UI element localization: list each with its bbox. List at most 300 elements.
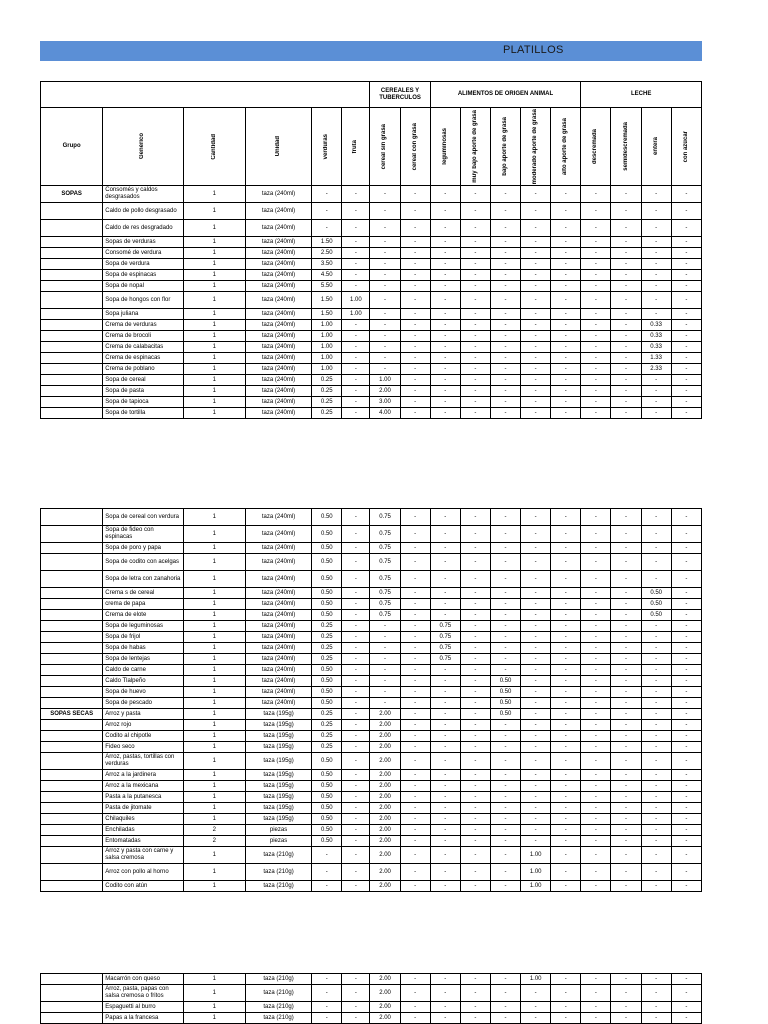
row-group — [41, 375, 103, 386]
row-value: - — [490, 292, 520, 309]
row-value: - — [671, 342, 701, 353]
row-value: - — [490, 397, 520, 408]
row-generic: Crema de calabacitas — [103, 342, 183, 353]
row-value: - — [671, 364, 701, 375]
table-row — [41, 543, 702, 554]
row-unit: taza (240ml) — [245, 621, 311, 632]
row-value: - — [521, 825, 551, 836]
row-value: 0.25 — [312, 386, 342, 397]
row-unit: taza (195g) — [245, 720, 311, 731]
table-row — [41, 554, 702, 571]
row-value: - — [430, 864, 460, 881]
table-row — [41, 770, 702, 781]
row-value: - — [490, 847, 520, 864]
row-value: - — [400, 825, 430, 836]
row-value: - — [581, 781, 611, 792]
row-value: 2.00 — [370, 836, 400, 847]
row-unit: taza (195g) — [245, 770, 311, 781]
row-value: - — [581, 186, 611, 203]
header-col-label: cereal con grasa — [411, 122, 418, 171]
row-unit: taza (240ml) — [245, 375, 311, 386]
row-value: - — [400, 353, 430, 364]
row-value: 2.00 — [370, 781, 400, 792]
row-value: - — [460, 742, 490, 753]
row-value: - — [611, 985, 641, 1002]
row-value: - — [581, 720, 611, 731]
row-value: 0.75 — [370, 571, 400, 588]
page-title: PLATILLOS — [503, 44, 564, 56]
row-quantity: 1 — [183, 621, 245, 632]
row-value: 2.00 — [370, 753, 400, 770]
row-value: - — [581, 698, 611, 709]
row-value: 0.50 — [312, 814, 342, 825]
row-group — [41, 864, 103, 881]
table-row — [41, 676, 702, 687]
row-unit: taza (240ml) — [245, 309, 311, 320]
row-value: - — [490, 643, 520, 654]
row-value: 0.25 — [312, 397, 342, 408]
row-value: - — [460, 676, 490, 687]
row-value: - — [490, 526, 520, 543]
row-value: 0.50 — [312, 698, 342, 709]
row-value: - — [370, 203, 400, 220]
row-value: - — [581, 237, 611, 248]
table-row — [41, 864, 702, 881]
row-value: - — [671, 203, 701, 220]
row-value: - — [460, 526, 490, 543]
header-col-9 — [581, 108, 611, 186]
row-generic: Fideo seco — [103, 742, 183, 753]
row-value: 2.00 — [370, 1002, 400, 1013]
row-value: 2.00 — [370, 386, 400, 397]
row-unit: taza (240ml) — [245, 599, 311, 610]
row-value: - — [460, 203, 490, 220]
row-value: 2.00 — [370, 792, 400, 803]
row-value: - — [611, 342, 641, 353]
row-value: - — [611, 292, 641, 309]
row-group — [41, 836, 103, 847]
row-generic: Entomatadas — [103, 836, 183, 847]
table-row — [41, 1013, 702, 1024]
row-value: - — [370, 331, 400, 342]
row-generic: crema de papa — [103, 599, 183, 610]
row-value: - — [370, 353, 400, 364]
row-value: - — [551, 509, 581, 526]
header-col-label: descremada — [592, 128, 599, 165]
row-value: 1.50 — [312, 309, 342, 320]
row-value: 1.00 — [312, 320, 342, 331]
row-value: - — [641, 1013, 671, 1024]
row-value: - — [460, 687, 490, 698]
row-quantity: 1 — [183, 687, 245, 698]
header-quantity-label: Cantidad — [210, 133, 217, 160]
row-unit: taza (240ml) — [245, 270, 311, 281]
row-generic: Sopa de tortilla — [103, 408, 183, 419]
row-value: 1.00 — [521, 974, 551, 985]
row-value: 4.00 — [370, 408, 400, 419]
row-value: - — [581, 408, 611, 419]
row-value: 0.75 — [370, 599, 400, 610]
row-value: - — [581, 632, 611, 643]
row-generic: Sopa de pasta — [103, 386, 183, 397]
row-value: - — [400, 770, 430, 781]
row-value: - — [490, 259, 520, 270]
row-value: - — [551, 220, 581, 237]
row-value: - — [671, 864, 701, 881]
row-value: - — [551, 1002, 581, 1013]
row-value: - — [490, 621, 520, 632]
header-col-label: muy bajo aporte de grasa — [471, 110, 478, 183]
row-unit: taza (240ml) — [245, 588, 311, 599]
row-value: - — [342, 331, 370, 342]
row-value: - — [460, 408, 490, 419]
row-value: - — [400, 588, 430, 599]
row-value: - — [342, 974, 370, 985]
row-value: - — [521, 281, 551, 292]
row-generic: Sopa de fideo con espinacas — [103, 526, 183, 543]
row-value: 0.50 — [490, 709, 520, 720]
header-unit-label: Unidad — [275, 136, 282, 157]
row-value: - — [400, 731, 430, 742]
row-value: - — [400, 320, 430, 331]
row-value: - — [342, 1002, 370, 1013]
row-value: - — [521, 259, 551, 270]
row-value: - — [551, 632, 581, 643]
row-quantity: 1 — [183, 974, 245, 985]
row-quantity: 1 — [183, 331, 245, 342]
row-value: 2.00 — [370, 825, 400, 836]
row-value: - — [400, 259, 430, 270]
row-value: - — [641, 408, 671, 419]
row-group — [41, 731, 103, 742]
row-value: 1.00 — [342, 309, 370, 320]
row-value: 4.50 — [312, 270, 342, 281]
row-value: 0.75 — [430, 632, 460, 643]
row-value: - — [641, 687, 671, 698]
row-unit: taza (195g) — [245, 709, 311, 720]
row-value: - — [370, 270, 400, 281]
row-value: - — [641, 281, 671, 292]
row-value: - — [342, 753, 370, 770]
header-generic-label: Genérico — [139, 133, 146, 160]
table-row — [41, 248, 702, 259]
row-value: - — [430, 320, 460, 331]
row-value: - — [641, 803, 671, 814]
row-value: 0.25 — [312, 742, 342, 753]
row-quantity: 2 — [183, 836, 245, 847]
row-value: - — [312, 881, 342, 892]
row-value: - — [370, 676, 400, 687]
row-value: - — [551, 770, 581, 781]
row-value: - — [611, 364, 641, 375]
row-unit: taza (240ml) — [245, 397, 311, 408]
row-value: - — [521, 588, 551, 599]
row-generic: Crema de verduras — [103, 320, 183, 331]
row-value: - — [641, 309, 671, 320]
table-row — [41, 792, 702, 803]
row-value: - — [430, 386, 460, 397]
row-value: 0.50 — [312, 588, 342, 599]
row-value: 2.00 — [370, 847, 400, 864]
row-group — [41, 803, 103, 814]
row-value: - — [641, 770, 671, 781]
row-value: - — [521, 720, 551, 731]
row-value: - — [370, 186, 400, 203]
row-value: - — [581, 397, 611, 408]
row-value: - — [611, 554, 641, 571]
row-value: - — [641, 292, 671, 309]
table-row — [41, 847, 702, 864]
row-value: - — [551, 1013, 581, 1024]
row-value: - — [581, 825, 611, 836]
header-col-6 — [490, 108, 520, 186]
row-value: - — [342, 281, 370, 292]
row-value: 2.00 — [370, 720, 400, 731]
row-value: - — [521, 654, 551, 665]
row-generic: Arroz rojo — [103, 720, 183, 731]
row-value: - — [581, 676, 611, 687]
row-value: 5.50 — [312, 281, 342, 292]
row-quantity: 1 — [183, 554, 245, 571]
row-quantity: 1 — [183, 588, 245, 599]
row-value: - — [671, 643, 701, 654]
row-value: - — [460, 509, 490, 526]
row-value: - — [460, 770, 490, 781]
row-value: - — [521, 364, 551, 375]
row-value: - — [671, 792, 701, 803]
table-row — [41, 526, 702, 543]
row-group — [41, 974, 103, 985]
row-value: - — [611, 270, 641, 281]
row-quantity: 1 — [183, 632, 245, 643]
row-value: 0.50 — [490, 698, 520, 709]
row-value: - — [641, 632, 671, 643]
row-value: - — [611, 281, 641, 292]
row-value: 3.50 — [312, 259, 342, 270]
header-col-2 — [370, 108, 400, 186]
row-value: - — [490, 342, 520, 353]
row-value: - — [342, 186, 370, 203]
row-value: - — [342, 375, 370, 386]
row-value: - — [400, 881, 430, 892]
header-col-7 — [521, 108, 551, 186]
row-quantity: 1 — [183, 770, 245, 781]
row-value: - — [581, 770, 611, 781]
row-value: - — [400, 220, 430, 237]
row-value: 0.75 — [430, 654, 460, 665]
row-value: - — [342, 1013, 370, 1024]
row-value: 2.00 — [370, 881, 400, 892]
row-value: - — [490, 186, 520, 203]
row-value: - — [490, 543, 520, 554]
row-value: - — [342, 320, 370, 331]
table-row — [41, 621, 702, 632]
row-value: - — [400, 654, 430, 665]
row-value: - — [611, 543, 641, 554]
header-group-row — [41, 82, 702, 108]
row-group — [41, 320, 103, 331]
table-row — [41, 220, 702, 237]
row-value: - — [611, 237, 641, 248]
table-row — [41, 825, 702, 836]
table-row — [41, 364, 702, 375]
row-value: - — [430, 248, 460, 259]
row-value: - — [521, 554, 551, 571]
row-unit: taza (240ml) — [245, 292, 311, 309]
row-generic: Sopa de espinacas — [103, 270, 183, 281]
header-col-label: fruta — [352, 139, 359, 154]
row-unit: taza (240ml) — [245, 281, 311, 292]
row-value: - — [551, 654, 581, 665]
row-value: - — [460, 985, 490, 1002]
row-value: - — [521, 1002, 551, 1013]
row-value: - — [430, 281, 460, 292]
row-value: - — [671, 654, 701, 665]
row-value: - — [460, 1013, 490, 1024]
row-value: - — [611, 1002, 641, 1013]
row-quantity: 1 — [183, 186, 245, 203]
table-row — [41, 309, 702, 320]
row-group — [41, 881, 103, 892]
row-value: 2.00 — [370, 1013, 400, 1024]
row-value: - — [671, 709, 701, 720]
row-quantity: 1 — [183, 342, 245, 353]
row-value: - — [400, 248, 430, 259]
row-value: - — [671, 186, 701, 203]
row-value: - — [370, 320, 400, 331]
row-value: - — [671, 292, 701, 309]
row-value: - — [671, 731, 701, 742]
row-value: - — [460, 836, 490, 847]
row-value: - — [671, 720, 701, 731]
row-unit: taza (210g) — [245, 847, 311, 864]
row-value: - — [342, 270, 370, 281]
row-value: - — [641, 386, 671, 397]
row-value: - — [400, 364, 430, 375]
row-value: 0.50 — [312, 792, 342, 803]
row-value: - — [581, 654, 611, 665]
row-value: - — [551, 881, 581, 892]
row-value: - — [342, 654, 370, 665]
row-value: - — [490, 386, 520, 397]
row-value: - — [611, 792, 641, 803]
row-generic: Sopa juliana — [103, 309, 183, 320]
row-value: - — [400, 526, 430, 543]
row-value: - — [370, 281, 400, 292]
row-value: - — [581, 364, 611, 375]
row-value: - — [581, 588, 611, 599]
row-unit: taza (210g) — [245, 1013, 311, 1024]
row-unit: taza (195g) — [245, 731, 311, 742]
row-value: - — [460, 364, 490, 375]
row-unit: taza (240ml) — [245, 698, 311, 709]
row-value: - — [521, 665, 551, 676]
row-value: - — [370, 632, 400, 643]
row-value: 0.33 — [641, 320, 671, 331]
row-value: - — [460, 220, 490, 237]
header-col-5 — [460, 108, 490, 186]
row-value: - — [370, 687, 400, 698]
row-value: - — [521, 781, 551, 792]
row-value: - — [400, 687, 430, 698]
row-value: - — [490, 985, 520, 1002]
row-value: - — [521, 292, 551, 309]
row-value: - — [551, 676, 581, 687]
row-value: - — [342, 781, 370, 792]
row-value: 0.25 — [312, 375, 342, 386]
row-value: - — [521, 621, 551, 632]
row-value: - — [551, 353, 581, 364]
row-value: - — [521, 643, 551, 654]
row-value: - — [611, 408, 641, 419]
row-value: - — [342, 814, 370, 825]
row-group — [41, 621, 103, 632]
row-value: - — [611, 248, 641, 259]
row-value: - — [342, 237, 370, 248]
row-value: - — [671, 237, 701, 248]
row-value: - — [490, 742, 520, 753]
row-group — [41, 342, 103, 353]
row-value: - — [521, 309, 551, 320]
row-value: - — [671, 985, 701, 1002]
row-value: - — [370, 309, 400, 320]
row-value: - — [671, 259, 701, 270]
row-group — [41, 792, 103, 803]
row-value: - — [671, 770, 701, 781]
row-quantity: 1 — [183, 676, 245, 687]
row-value: - — [490, 309, 520, 320]
header-milk-group: LECHE — [581, 82, 702, 108]
row-value: - — [490, 248, 520, 259]
row-value: - — [641, 1002, 671, 1013]
row-group — [41, 1002, 103, 1013]
row-value: - — [551, 342, 581, 353]
row-value: 0.50 — [312, 770, 342, 781]
row-value: - — [342, 248, 370, 259]
table-row — [41, 698, 702, 709]
row-value: - — [641, 881, 671, 892]
row-value: - — [490, 353, 520, 364]
row-generic: Sopa de hongos con flor — [103, 292, 183, 309]
row-group — [41, 259, 103, 270]
row-value: - — [312, 1013, 342, 1024]
table-row — [41, 720, 702, 731]
row-value: - — [490, 770, 520, 781]
row-value: - — [430, 203, 460, 220]
row-value: - — [671, 309, 701, 320]
row-value: - — [400, 203, 430, 220]
table-row — [41, 509, 702, 526]
row-value: 0.33 — [641, 331, 671, 342]
table-row — [41, 610, 702, 621]
row-value: - — [671, 881, 701, 892]
row-value: - — [611, 847, 641, 864]
row-value: - — [581, 599, 611, 610]
row-value: - — [671, 248, 701, 259]
row-value: - — [671, 543, 701, 554]
row-value: - — [370, 342, 400, 353]
row-quantity: 1 — [183, 643, 245, 654]
row-value: - — [490, 825, 520, 836]
row-value: - — [460, 974, 490, 985]
row-value: - — [521, 753, 551, 770]
row-unit: piezas — [245, 836, 311, 847]
table-row — [41, 353, 702, 364]
row-value: - — [400, 1013, 430, 1024]
row-unit: taza (240ml) — [245, 408, 311, 419]
row-value: - — [430, 836, 460, 847]
row-value: - — [581, 203, 611, 220]
